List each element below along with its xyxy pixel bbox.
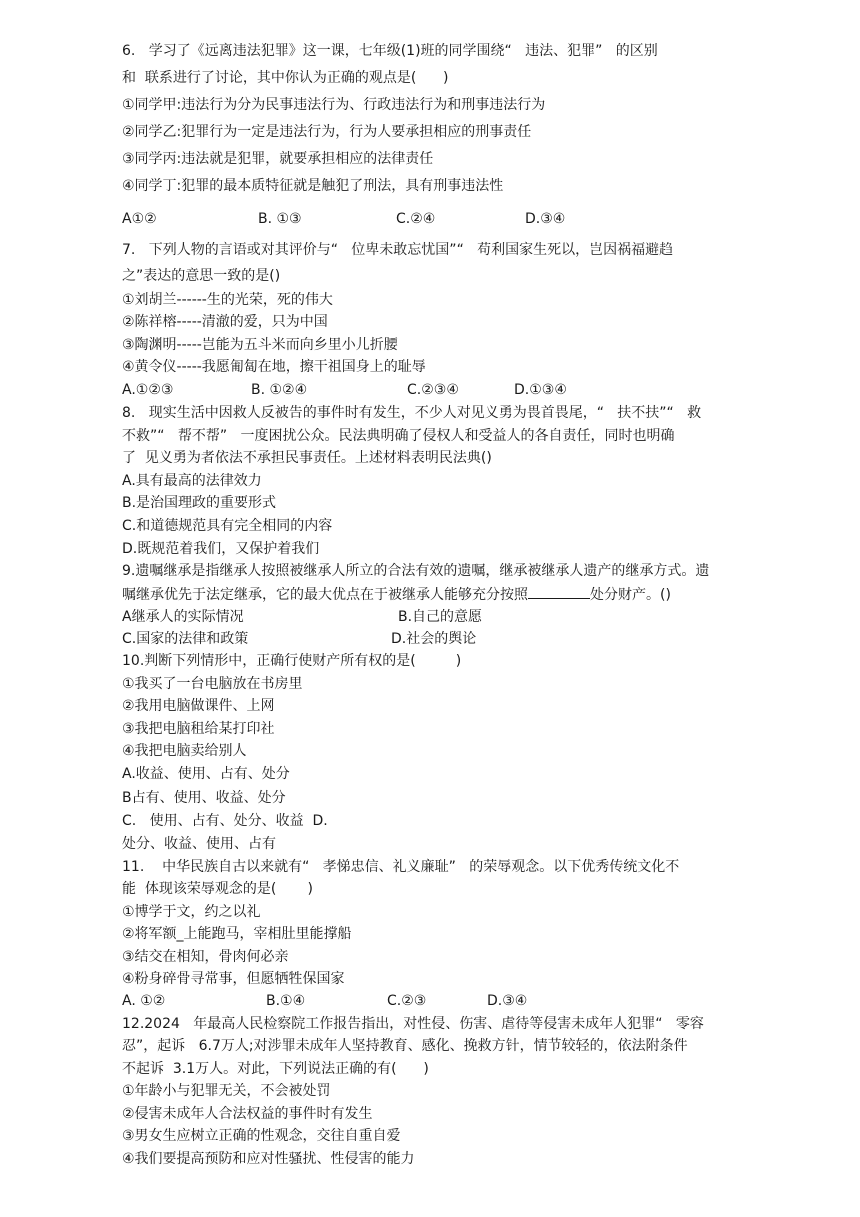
q7-statement-1: ①刘胡兰------生的光荣，死的伟大 — [122, 292, 333, 308]
q8-option-a: A.具有最高的法律效力 — [122, 473, 262, 489]
q11-option-d: D.③④ — [487, 993, 528, 1009]
q7-statement-2: ②陈祥榕-----清澈的爱，只为中国 — [122, 314, 328, 330]
q9-stem-line2-part2: 处分财产。() — [590, 587, 671, 603]
q11-option-b: B.①④ — [266, 993, 306, 1009]
q10-statement-1: ①我买了一台电脑放在书房里 — [122, 676, 303, 692]
q12-stem-line2: 忍”，起诉 6.7万人;对涉罪未成年人坚持教育、感化、挽救方针，情节较轻的，依法附条件 — [122, 1038, 688, 1054]
q7-statement-4: ④黄令仪-----我愿匍匐在地，擦干祖国身上的耻辱 — [122, 359, 426, 375]
q10-statement-4: ④我把电脑卖给别人 — [122, 743, 247, 759]
q12-statement-3: ③男女生应树立正确的性观念，交往自重自爱 — [122, 1128, 401, 1144]
q6-statement-2: ②同学乙:犯罪行为一定是违法行为，行为人要承担相应的刑事责任 — [122, 124, 532, 140]
q11-statement-4: ④粉身碎骨寻常事，但愿牺牲保国家 — [122, 971, 345, 987]
q7-option-c: C.②③④ — [407, 382, 459, 398]
q8-option-c: C.和道德规范具有完全相同的内容 — [122, 518, 333, 534]
q8-stem-line3: 了 见义勇为者依法不承担民事责任。上述材料表明民法典() — [122, 450, 492, 466]
q10-option-d: 处分、收益、使用、占有 — [122, 836, 276, 852]
q6-option-a: A①② — [122, 211, 157, 227]
q9-stem-line2 — [122, 584, 671, 605]
q12-statement-1: ①年龄小与犯罪无关，不会被处罚 — [122, 1083, 331, 1099]
q9-stem-line1: 9.遗嘱继承是指继承人按照被继承人所立的合法有效的遗嘱，继承被继承人遗产的继承方式。遗 — [122, 563, 710, 579]
q10-statement-2: ②我用电脑做课件、上网 — [122, 698, 275, 714]
q10-option-a: A.收益、使用、占有、处分 — [122, 766, 290, 782]
q10-statement-3: ③我把电脑租给某打印社 — [122, 721, 275, 737]
q8-stem-line2: 不救”“ 帮不帮” 一度困扰公众。民法典明确了侵权人和受益人的各自责任，同时也明确 — [122, 428, 675, 444]
q9-option-d: D.社会的舆论 — [391, 631, 477, 647]
q10-option-b: B占有、使用、收益、处分 — [122, 790, 286, 806]
q6-statement-4: ④同学丁:犯罪的最本质特征就是触犯了刑法，具有刑事违法性 — [122, 178, 504, 194]
q7-statement-3: ③陶渊明-----岂能为五斗米而向乡里小儿折腰 — [122, 337, 398, 353]
q9-option-a: A继承人的实际情况 — [122, 609, 244, 625]
q6-statement-1: ①同学甲:违法行为分为民事违法行为、行政违法行为和刑事违法行为 — [122, 97, 546, 113]
q8-stem-line1: 8. 现实生活中因救人反被告的事件时有发生，不少人对见义勇为畏首畏尾，“ 扶不扶”“ 救 — [122, 405, 702, 421]
q9-option-b: B.自己的意愿 — [398, 609, 483, 625]
q6-option-d: D.③④ — [525, 211, 566, 227]
q11-stem-line2: 能 体现该荣辱观念的是( ) — [122, 881, 313, 897]
q8-option-d: D.既规范着我们，又保护着我们 — [122, 541, 320, 557]
q12-statement-2: ②侵害未成年人合法权益的事件时有发生 — [122, 1106, 373, 1122]
q6-option-c: C.②④ — [396, 211, 436, 227]
q10-option-c: C. 使用、占有、处分、收益 D. — [122, 813, 328, 829]
q7-option-b: B. ①②④ — [251, 382, 308, 398]
q12-stem-line1: 12.2024 年最高人民检察院工作报告指出，对性侵、伤害、虐待等侵害未成年人犯罪“ 零容 — [122, 1016, 704, 1032]
q9-option-c: C.国家的法律和政策 — [122, 631, 249, 647]
q7-stem-line1: 7. 下列人物的言语或对其评价与“ 位卑未敢忘忧国”“ 苟利国家生死以，岂因祸福避趋 — [122, 242, 674, 258]
q11-statement-2: ②将军额_上能跑马，宰相肚里能撑船 — [122, 926, 352, 942]
q6-statement-3: ③同学丙:违法就是犯罪，就要承担相应的法律责任 — [122, 151, 434, 167]
q6-stem-line2: 和 联系进行了讨论，其中你认为正确的观点是( ) — [122, 70, 449, 86]
q6-option-b: B. ①③ — [258, 211, 302, 227]
q12-stem-line3: 不起诉 3.1万人。对此，下列说法正确的有( ) — [122, 1061, 429, 1077]
q7-option-d: D.①③④ — [514, 382, 567, 398]
q10-stem: 10.判断下列情形中，正确行使财产所有权的是( ) — [122, 653, 462, 669]
q11-option-c: C.②③ — [387, 993, 427, 1009]
q11-option-a: A. ①② — [122, 993, 166, 1009]
q7-option-a: A.①②③ — [122, 382, 174, 398]
q11-statement-1: ①博学于文，约之以礼 — [122, 904, 261, 920]
q8-option-b: B.是治国理政的重要形式 — [122, 495, 277, 511]
q7-stem-line2: 之”表达的意思一致的是() — [122, 268, 281, 284]
q12-statement-4: ④我们要提高预防和应对性骚扰、性侵害的能力 — [122, 1151, 415, 1167]
q11-statement-3: ③结交在相知，骨肉何必亲 — [122, 949, 289, 965]
q11-stem-line1: 11. 中华民族自古以来就有“ 孝悌忠信、礼义廉耻” 的荣辱观念。以下优秀传统文化不 — [122, 859, 680, 875]
q9-answer-blank — [528, 584, 590, 599]
q9-stem-line2-part1: 嘱继承优先于法定继承，它的最大优点在于被继承人能够充分按照 — [122, 587, 528, 603]
q6-stem-line1: 6. 学习了《远离违法犯罪》这一课，七年级(1)班的同学围绕“ 违法、犯罪” 的区别 — [122, 43, 658, 59]
